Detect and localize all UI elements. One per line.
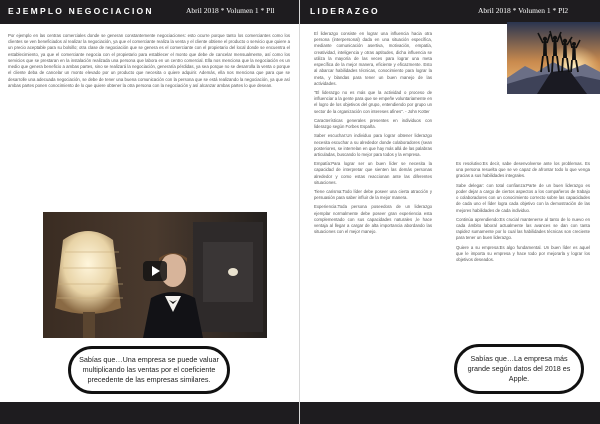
col1-paragraph-quote: "El liderazgo no es más que la actividad o proceso de influenciar a la gente para que se empeñe voluntariamente en el logro de los objetivos del grupo, entendiendo por grupo un sector de la organización con intereses afines". - John Kotter <box>314 89 433 114</box>
col1-paragraph-charisma: Tiene carisma:Todo líder debe poseer una cierta atracción y persuasión para saber influir de la mejor manera. <box>314 189 432 201</box>
right-col1-text <box>314 31 432 239</box>
left-callout-box <box>68 346 230 394</box>
col2-paragraph-resolute: Es resolutivo:Es decir, sabe desenvolverse ante los problemas. Es una persona resuelta que se ve capaz de afrontar todo lo que venga gracias a sus habilidades integrales. <box>456 161 590 179</box>
col2-paragraph-company: Quiere a su empresa:Es algo fundamental. Un buen líder es aquel que le importa su empresa y hace todo por mejorarla y lograr los objetivos deseados. <box>456 244 590 263</box>
col1-paragraph-experience: Experiencia:Toda persona poseedora de un liderazgo ejemplar normalmente debe poseer gran experiencia esta complementado con sus capacidades naturales ,le hace ventaja al llegar a cargar de alta importancia abordando las situaciones con el mejor manejo. <box>314 204 432 235</box>
play-button[interactable] <box>143 261 167 281</box>
col1-paragraph-empathy: Empatía:Para lograr ser un buen líder se necesita la capacidad de interpretar que sienten las demás personas alrededor y como estas reaccionan ante las diferentes situaciones. <box>314 161 432 185</box>
summit-silhouettes-image <box>507 22 600 94</box>
right-callout-box <box>454 344 584 394</box>
right-callout-text: Sabías que…La empresa más grande según datos del 2018 es Apple. <box>467 353 571 384</box>
summit-team-photo <box>507 22 600 94</box>
col1-paragraph-intro: El liderazgo consiste en lograr una influencia hacia otra persona (interpersonal) dada en una situación específica, mediante comunicación asertiva, motivación, empatía, creatividad, inteligencia y otras aptitudes, dicha influencia se utiliza la mayoría de las veces para lograr una meta específica de la mejor manera, eficiente y eficazmente. Esto al abarcar habilidades técnicas, conocimiento para lograr la meta, y blandas para tener un buen manejo de las actividades. <box>314 31 432 86</box>
left-callout-text: Sabías que…Una empresa se puede valuar multiplicando las ventas por el coeficiente precedente de las empresas similares. <box>79 354 219 385</box>
left-footer-bar <box>0 402 300 424</box>
right-col2-text <box>456 161 590 266</box>
right-section-title: LIDERAZGO <box>310 6 380 16</box>
right-issue-line: Abril 2018 * Volumen 1 * Pl2 <box>478 6 569 15</box>
left-body-text <box>8 33 290 92</box>
left-section-title: EJEMPLO NEGOCIACION <box>8 6 154 16</box>
col1-paragraph-listen: Saber escuchar:Un individuo para lograr obtener liderazgo necesita escuchar a su alrededor donde colaboradores (sean posteriores, se interrelan en que hay más allá de las palabras articuladas, buscando lo mejor para todos y la empresa. <box>314 133 432 157</box>
col1-paragraph-features: Características generales presentes en individuos con liderazgo según Forbes España. <box>314 117 432 130</box>
right-footer-bar <box>300 402 600 424</box>
col2-paragraph-learning: Continúa aprendiendo:Es crucial mantenerse al tanto de lo nuevo en cada ámbito laboral actualmente las avances se dan con tanta rapidez sumamente por lo cual las habilidades técnicas son creciente para tener un buen liderazgo. <box>456 216 590 241</box>
left-issue-line: Abril 2018 * Volumen 1 * Pll <box>186 6 275 15</box>
video-player[interactable] <box>43 212 267 338</box>
left-body-paragraph: Por ejemplo en las centras comerciales donde se generan constantemente negociaciones: esto ocurre porque tanto los comerciantes como los clientes se ven beneficiados al realizar la negociación, ya que el comerciante realiza la venta y el cliente obtiene el producto o servicio que quiere a un precio aceptable para su bolsillo; otra clase de negociación que se genera es el comerciante con el propietario del local donde se encuentra el establecimiento, ya que el comerciante negocia con el propietario para establecer el monto que debe de cancelar mensualmente, así como los servicios que se prestaran en la instalación realizada una persona que labora en un centro comercial. Ella nos menciona que la negociación es un medio que genera beneficio a ambas partes, sino se realizará la negociación, generaría pérdidas, ya sea porque no se desarrolla la venta o porque el cliente deba de cancelar un monto elevado por un producto que necesita o quiere adquirir. Además, ella nos menciona que para que se desarrolle una adecuada negociación, se debe de tener una buena comunicación con la persona que se está realizando la negociación, ya que así ambas partes ponen conocimiento de lo que quiere obtener la otra persona con la negociación y así alcanzar ambas partes lo que desean. <box>8 33 290 88</box>
col2-paragraph-delegate: Sabe delegar: con total confianza:Parte de un buen liderazgo es poder dejar a cargo de ciertos aspectos a los compañeros de trabajo o colaboradores con un conocimiento correcto sobre las capacidades de cada uno el líder logra cada objetivo con la demostración de las mejores habilidades de cada individuo. <box>456 182 590 213</box>
play-icon <box>152 266 160 276</box>
